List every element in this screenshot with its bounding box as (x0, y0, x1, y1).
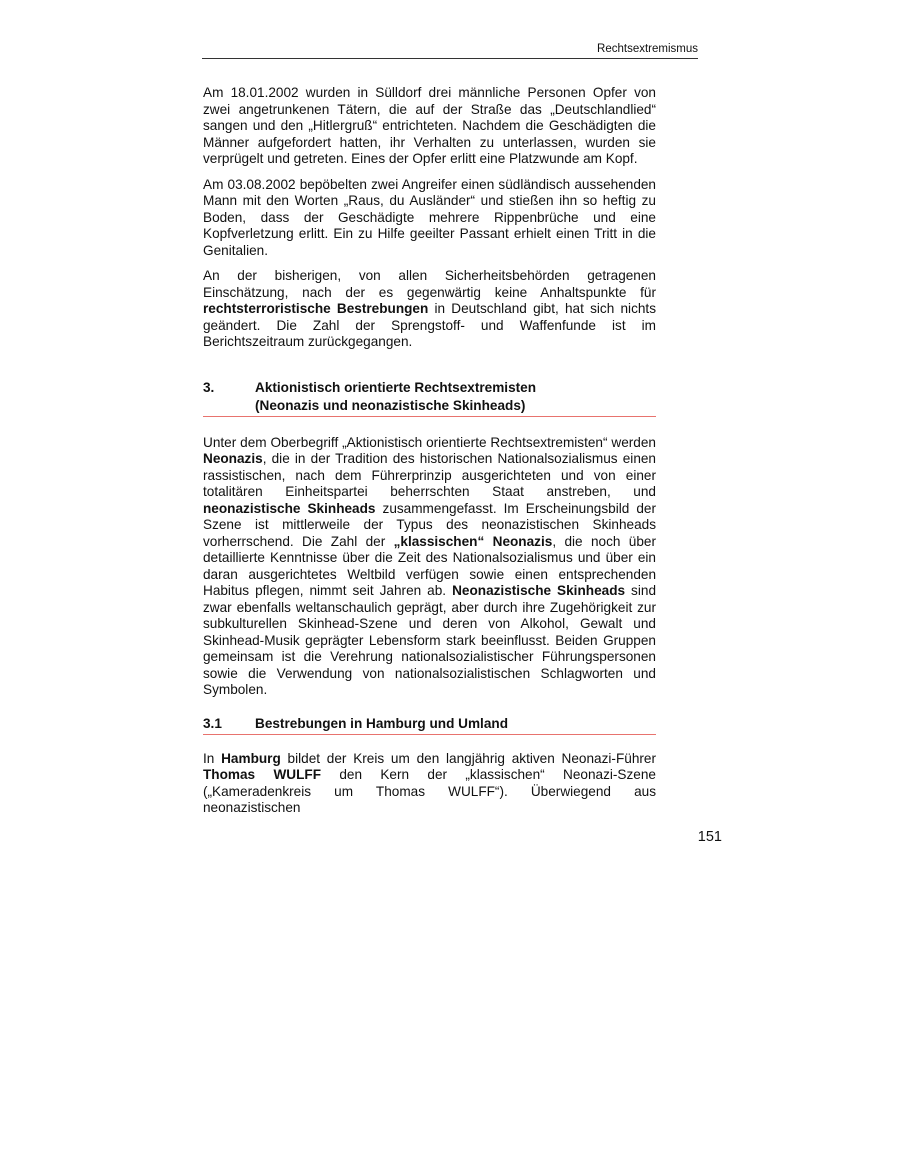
bold-term: Neonazis (203, 451, 263, 466)
body-text (203, 85, 656, 826)
paragraph-definition (203, 435, 656, 699)
paragraph-assessment (203, 268, 656, 351)
text-segment: den Kern der „klassischen“ Neonazi-Szene („Kameradenkreis um Thomas WULFF“). Überwiegend aus neonazistischen (203, 767, 656, 815)
section-number: 3. (203, 379, 215, 395)
paragraph-incident-1: Am 18.01.2002 wurden in Sülldorf drei männliche Personen Opfer von zwei angetrunkenen Tätern, die auf der Straße das „Deutschlandlied“ sangen und den „Hitlergruß“ entrichteten. Nachdem die Geschädigten die Männer aufgefordert hatten, ihr Verhalten zu unterlassen, wurden sie verprügelt und getreten. Eines der Opfer erlitt eine Platzwunde am Kopf. (203, 85, 656, 166)
text-segment: sind zwar ebenfalls weltanschaulich geprägt, aber durch ihre Zugehörigkeit zur subkulturellen Skinhead-Szene und deren von Alkohol, Gewalt und Skinhead-Musik geprägter Lebensform stark beeinflusst. Beiden Gruppen gemeinsam ist die Verehrung nationalsozialistischer Führungspersonen sowie die Verwendung von nationalsozialistischen Schlagworten und Symbolen. (203, 583, 656, 697)
text-segment: An der bisherigen, von allen Sicherheitsbehörden getragenen Einschätzung, nach der es gegenwärtig keine Anhaltspunkte für (203, 268, 656, 300)
text-segment: in Deutschland gibt, hat sich nichts geändert. Die Zahl der Sprengstoff- und Waffenfunde ist im Berichtszeitraum zurückgegangen. (203, 301, 656, 349)
text-segment: , die in der Tradition des historischen Nationalsozialismus einen rassistischen, nach dem Führerprinzip ausgerichteten und von einer totalitären Einheitspartei beherrschten Staat anstreben, und (203, 451, 656, 499)
bold-term: Hamburg (221, 750, 281, 766)
section-heading-3-1 (203, 715, 656, 735)
bold-term: „klassischen“ Neonazis (393, 533, 553, 549)
bold-term: Thomas WULFF (203, 767, 322, 782)
bold-term: rechtsterroristische Bestrebungen (203, 301, 429, 316)
text-segment: , die noch über detaillierte Kenntnisse über die Zeit des Nationalsozialismus und über ein daran ausgerichtetes Weltbild verfügen sowie einen entsprechenden Habitus pflegen, nimmt seit Jahren ab. (203, 533, 656, 598)
section-title-line-2: (Neonazis und neonazistische Skinheads) (255, 397, 526, 413)
section-number: 3.1 (203, 715, 222, 731)
paragraph-incident-2: Am 03.08.2002 bepöbelten zwei Angreifer einen südländisch aussehenden Mann mit den Worten „Raus, du Ausländer“ und stießen ihn so heftig zu Boden, dass der Geschädigte mehrere Rippenbrüche und eine Kopfverletzung erlitt. Ein zu Hilfe geeilter Passant erhielt einen Tritt in die Genitalien. (203, 176, 656, 258)
page-number: 151 (697, 829, 722, 845)
text-segment: bildet der Kreis um den langjährig aktiven Neonazi-Führer (280, 750, 656, 766)
section-heading-3 (203, 379, 656, 417)
section-title: Bestrebungen in Hamburg und Umland (255, 715, 509, 731)
text-segment: In (203, 750, 222, 766)
paragraph-hamburg (203, 751, 656, 817)
bold-term: Neonazistische Skinheads (452, 583, 626, 598)
section-title-line-1: Aktionistisch orientierte Rechtsextremisten (255, 379, 537, 395)
running-header: Rechtsextremismus (202, 42, 698, 59)
text-segment: zusammengefasst. Im Erscheinungsbild der Szene ist mittlerweile der Typus des neonazistischen Skinheads vorherrschend. Die Zahl der (203, 500, 656, 549)
text-segment: Unter dem Oberbegriff „Aktionistisch orientierte Rechtsextremisten“ werden (203, 434, 656, 450)
bold-term: neonazistische Skinheads (203, 500, 376, 516)
